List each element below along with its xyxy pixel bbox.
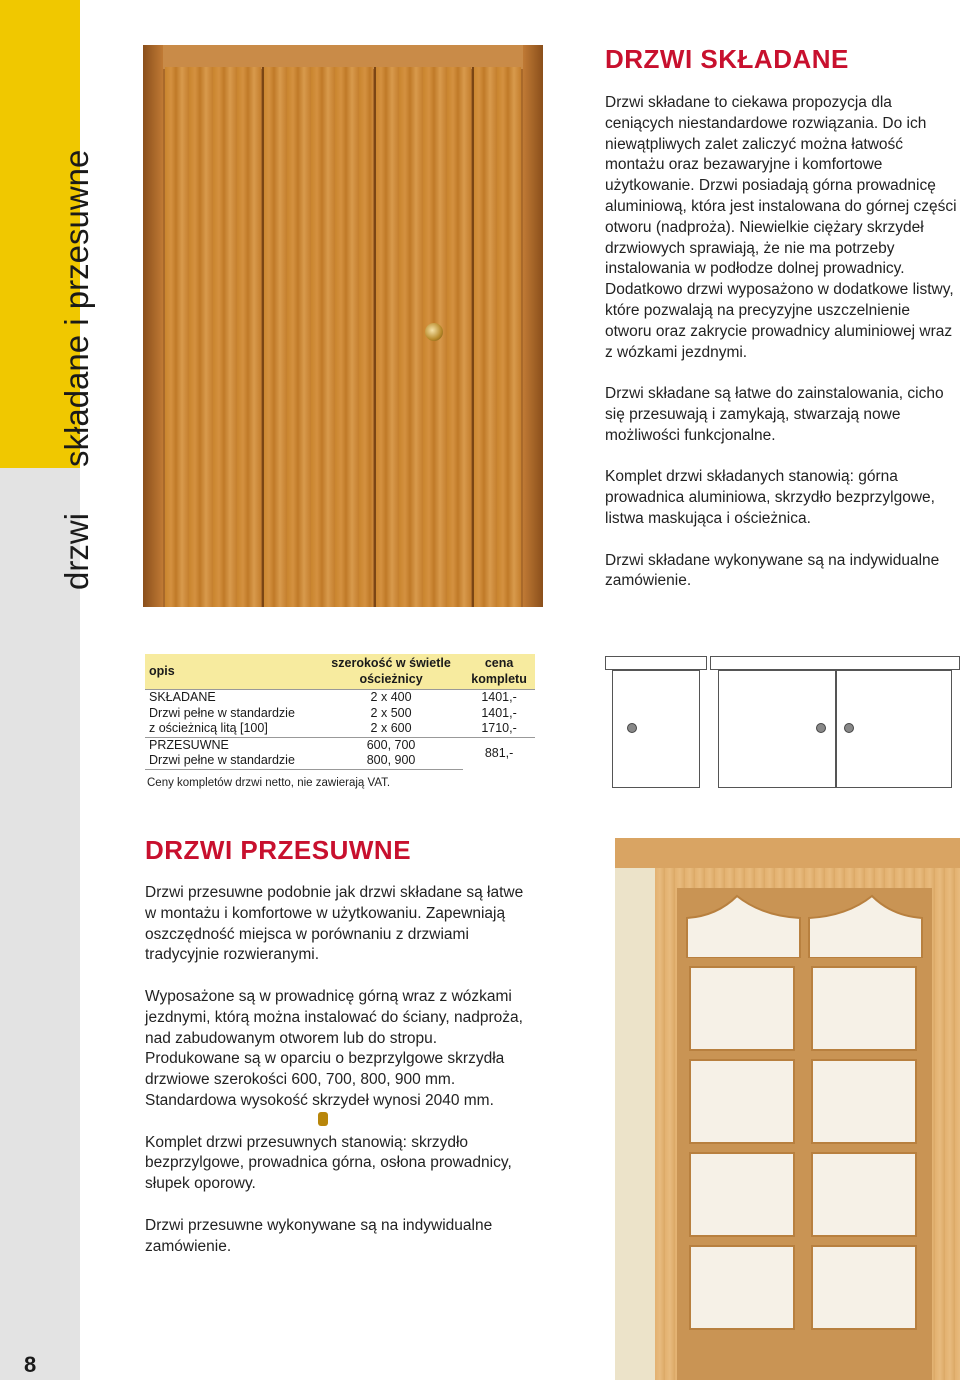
handle-icon bbox=[844, 723, 854, 733]
door-seam bbox=[262, 67, 264, 607]
door-leaf bbox=[473, 67, 521, 607]
handle-icon bbox=[816, 723, 826, 733]
schematic-leaf bbox=[718, 670, 952, 788]
glass-pane bbox=[811, 1245, 917, 1330]
paragraph: Drzwi składane wykonywane są na indywidualne zamówienie. bbox=[605, 551, 940, 590]
door-leaf bbox=[165, 67, 261, 607]
door-leaf bbox=[263, 67, 373, 607]
price-note: Ceny kompletów drzwi netto, nie zawierają VAT. bbox=[147, 777, 391, 789]
cell-cena: 1710,- bbox=[481, 721, 517, 735]
sliding-doors-title: DRZWI PRZESUWNE bbox=[145, 835, 412, 865]
door-leaf bbox=[375, 67, 471, 607]
table-row bbox=[145, 690, 535, 706]
cell-szerokosc: 2 x 600 bbox=[370, 721, 412, 735]
folding-doors-title: DRZWI SKŁADANE bbox=[605, 44, 849, 74]
arch-panes bbox=[677, 888, 932, 958]
header-cena bbox=[463, 654, 535, 690]
cell-szerokosc: 2 x 500 bbox=[370, 705, 412, 720]
glass-pane bbox=[689, 1059, 795, 1144]
table-row bbox=[145, 721, 535, 737]
paragraph: Drzwi składane są łatwe do zainstalowania, cicho się przesuwają i zamykają, stwarzają nowe możliwości funkcjonalne. bbox=[605, 385, 944, 444]
arch-pane-right bbox=[809, 896, 922, 958]
schematic-divider bbox=[835, 671, 837, 787]
schematic-rail bbox=[605, 656, 707, 670]
side-tab-grey bbox=[0, 468, 80, 1380]
header-szerokosc-line-2: ościeżnicy bbox=[359, 671, 423, 686]
glass-pane bbox=[689, 1245, 795, 1330]
glass-pane bbox=[689, 1152, 795, 1237]
door-seam bbox=[374, 67, 376, 607]
glass-panel bbox=[677, 888, 932, 1380]
door-seam bbox=[472, 67, 474, 607]
sliding-door-photo bbox=[615, 838, 960, 1380]
cell-opis: SKŁADANE bbox=[145, 690, 319, 706]
cell-cena: 1401,- bbox=[463, 690, 535, 706]
header-opis: opis bbox=[145, 654, 319, 690]
sliding-doors-description bbox=[145, 883, 535, 1278]
handle-icon bbox=[627, 723, 637, 733]
glass-pane bbox=[811, 966, 917, 1051]
glass-pane bbox=[811, 1059, 917, 1144]
table-row bbox=[145, 706, 535, 722]
arch-pane-left bbox=[687, 896, 800, 958]
wall bbox=[615, 868, 655, 1380]
page-number: 8 bbox=[24, 1352, 37, 1377]
paragraph: Drzwi składane to ciekawa propozycja dla ceniących niestandardowe rozwiązania. Do ich niewątpliwych zalet zaliczyć można łatwość montażu oraz bezawaryjne i komfortowe użytkowanie. Drzwi posiadają górna prowadnicę aluminiową, która jest instalowana do górnej części otworu (nadproża). Niewielkie ciężary skrzydeł drzwiowych sprawiają, że nie ma potrzeby instalowania w podłodze dolnej prowadnicy. Dodatkowo drzwi wyposażono w dodatkowe listwy, które pozwalają na precyzyjne uszczelnienie otworu oraz zakrycie prowadnicy aluminiowej wraz z wózkami jezdnymi. bbox=[605, 94, 957, 361]
section-tab-word-2: składane i przesuwne bbox=[58, 149, 95, 467]
door-frame-right bbox=[523, 45, 543, 607]
door-frame-top bbox=[615, 838, 960, 868]
paragraph: Drzwi przesuwne podobnie jak drzwi składane są łatwe w montażu i komfortowe w użytkowaniu. Zapewniają oszczędność miejsca w porównaniu z drzwiami tradycyjnie rozwieranymi. bbox=[145, 884, 524, 964]
section-tab-label bbox=[58, 150, 96, 590]
door-knob-icon bbox=[425, 323, 443, 341]
header-cena-line-1: cena bbox=[484, 656, 514, 670]
table-row bbox=[145, 737, 535, 753]
glass-pane bbox=[811, 1152, 917, 1237]
cell-opis: z ościeżnicą litą [100] bbox=[149, 721, 268, 735]
paragraph: Drzwi przesuwne wykonywane są na indywidualne zamówienie. bbox=[145, 1216, 493, 1255]
cell-opis: Drzwi pełne w standardzie bbox=[149, 705, 295, 720]
folding-doors-description bbox=[605, 93, 960, 613]
door-handle-icon bbox=[318, 1112, 328, 1126]
cell-opis: PRZESUWNE bbox=[145, 737, 319, 753]
cell-opis: Drzwi pełne w standardzie bbox=[145, 753, 319, 769]
header-szerokosc-line-1: szerokość w świetle bbox=[331, 656, 451, 670]
paragraph: Wyposażone są w prowadnicę górną wraz z wózkami jezdnymi, którą można instalować do ściany, nadproża, nad zabudowanym otworem lub do stropu. Produkowane są w oparciu o bezprzylgowe skrzydła drzwiowe szerokości 600, 700, 800, 900 mm. Standardowa wysokość skrzydeł wynosi 2040 mm. bbox=[145, 987, 523, 1109]
schematic-leaf bbox=[612, 670, 700, 788]
paragraph: Komplet drzwi przesuwnych stanowią: skrzydło bezprzylgowe, prowadnica górna, osłona prowadnicy, słupek oporowy. bbox=[145, 1133, 512, 1193]
cell-szerokosc: 600, 700 bbox=[319, 737, 463, 753]
header-cena-line-2: kompletu bbox=[471, 671, 527, 686]
schematic-rail bbox=[710, 656, 960, 670]
glass-pane bbox=[689, 966, 795, 1051]
table-header-row bbox=[145, 654, 535, 690]
cell-cena: 1401,- bbox=[481, 705, 517, 720]
header-szerokosc bbox=[319, 654, 463, 690]
folding-door-photo bbox=[143, 45, 543, 607]
section-tab-word-1: drzwi bbox=[58, 512, 95, 590]
paragraph: Komplet drzwi składanych stanowią: górna prowadnica aluminiowa, skrzydło bezprzylgowe, listwa maskująca i ościeżnica. bbox=[605, 468, 935, 527]
cell-szerokosc: 800, 900 bbox=[319, 753, 463, 769]
door-frame-top bbox=[143, 45, 543, 69]
cell-szerokosc: 2 x 400 bbox=[319, 690, 463, 706]
price-table bbox=[145, 654, 535, 770]
cell-cena: 881,- bbox=[463, 737, 535, 769]
door-frame-left bbox=[143, 45, 163, 607]
